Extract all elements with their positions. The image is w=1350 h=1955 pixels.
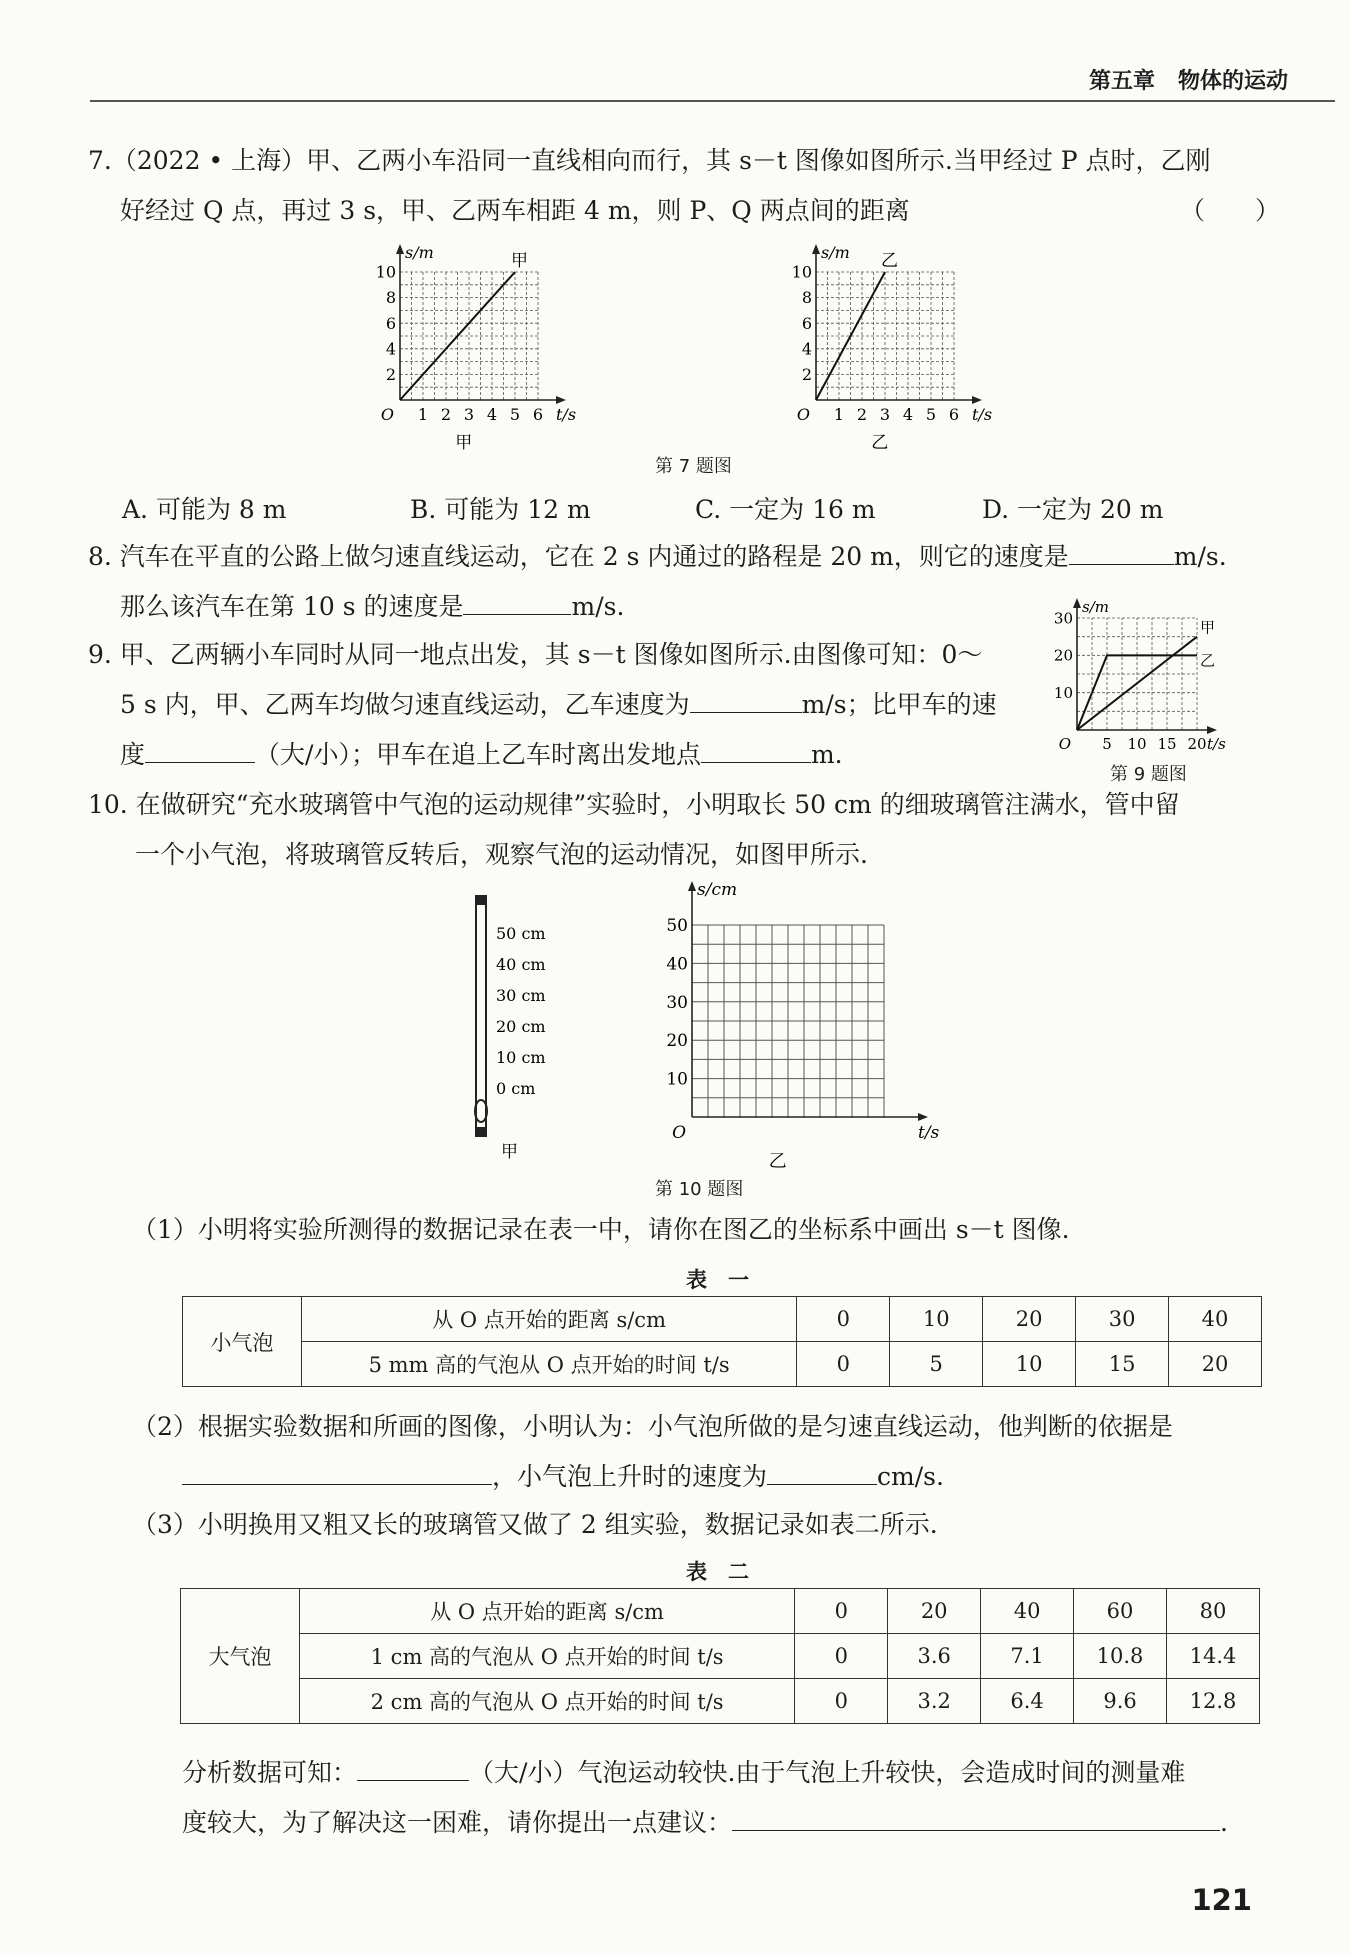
tube-scale-mark: 10 cm — [496, 1048, 546, 1067]
table1-row1-label: 从 O 点开始的距离 s/cm — [301, 1297, 796, 1342]
table2-row-time-2cm — [181, 1679, 1260, 1724]
q10-part3: （3）小明换用又粗又长的玻璃管又做了 2 组实验，数据记录如表二所示. — [132, 1510, 938, 1539]
chart-caption-label: 甲 — [455, 433, 473, 453]
y-tick-label: 20 — [666, 1031, 688, 1052]
q9-text-a: 5 s 内，甲、乙两车均做匀速直线运动，乙车速度为 — [120, 690, 690, 719]
table2-cell: 7.1 — [981, 1634, 1074, 1679]
q8-text-b: 那么该汽车在第 10 s 的速度是 — [120, 592, 464, 621]
q9-distance-blank[interactable] — [701, 735, 811, 764]
y-tick-label: 6 — [385, 313, 396, 333]
x-axis-label: t/s — [556, 405, 577, 424]
y-axis-label: s/cm — [697, 880, 738, 900]
table2-cell: 0 — [795, 1589, 888, 1634]
q9-line2 — [120, 680, 997, 730]
table2-cell: 12.8 — [1167, 1679, 1260, 1724]
x-tick-label: 1 — [417, 405, 429, 424]
q8-line2 — [120, 582, 624, 632]
x-tick-label: 5 — [925, 405, 937, 424]
table1-cell: 0 — [797, 1342, 890, 1387]
x-axis-arrow — [918, 1113, 928, 1121]
table2-cell: 0 — [795, 1679, 888, 1724]
origin-label: O — [796, 405, 810, 424]
x-tick-label: 20 — [1187, 735, 1207, 753]
x-axis-arrow — [556, 396, 566, 404]
q8-text-a: 8. 汽车在平直的公路上做匀速直线运动，它在 2 s 内通过的路程是 20 m，则它的速度是 — [88, 542, 1069, 571]
table1-cell: 10 — [890, 1297, 983, 1342]
q10-grid-chart — [640, 880, 940, 1175]
q10-figure-caption: 第 10 题图 — [655, 1179, 744, 1200]
origin-label: O — [1058, 735, 1071, 753]
table1-cell: 10 — [983, 1342, 1076, 1387]
x-tick-label: 4 — [902, 405, 914, 424]
y-axis-arrow — [812, 244, 820, 254]
series-label: 甲 — [1200, 618, 1216, 637]
y-tick-label: 10 — [375, 262, 396, 282]
table1-cell: 30 — [1076, 1297, 1169, 1342]
chart-top-label: 乙 — [881, 251, 898, 271]
table2-row3-label: 2 cm 高的气泡从 O 点开始的时间 t/s — [299, 1679, 794, 1724]
chart-grid — [816, 272, 954, 400]
table2-cell: 9.6 — [1074, 1679, 1167, 1724]
q8-unit-b: m/s. — [571, 592, 625, 621]
q10-suggestion-end: . — [1220, 1808, 1228, 1837]
table1-cell: 40 — [1169, 1297, 1262, 1342]
x-axis-arrow — [972, 396, 982, 404]
chart-grid — [1077, 618, 1197, 730]
chart-caption-label: 乙 — [768, 1151, 787, 1172]
q10-basis-blank[interactable] — [182, 1457, 492, 1486]
q7-option-a: A. 可能为 8 m — [122, 495, 287, 524]
table2-cell: 40 — [981, 1589, 1074, 1634]
q10-analysis-text2: （大/小）气泡运动较快.由于气泡上升较快，会造成时间的测量难 — [469, 1758, 1186, 1787]
table2-cell: 3.6 — [888, 1634, 981, 1679]
x-tick-label: 6 — [532, 405, 544, 424]
table1-cell: 5 — [890, 1342, 983, 1387]
tube-top-cap — [475, 895, 487, 905]
q7-figure-caption: 第 7 题图 — [655, 456, 732, 477]
y-tick-label: 2 — [801, 365, 812, 384]
q7-option-c: C. 一定为 16 m — [695, 495, 876, 524]
x-tick-label: 1 — [833, 405, 845, 424]
q7-option-d: D. 一定为 20 m — [982, 495, 1164, 524]
y-tick-label: 30 — [1053, 609, 1073, 628]
x-tick-label: 2 — [856, 405, 868, 424]
table1-row-time — [183, 1342, 1262, 1387]
x-axis-label: t/s — [918, 1123, 940, 1143]
chart-top-label: 甲 — [511, 251, 528, 271]
table1-row2-label: 5 mm 高的气泡从 O 点开始的时间 t/s — [301, 1342, 796, 1387]
table1-cell: 0 — [797, 1297, 890, 1342]
q7-answer-paren: （ ） — [1180, 196, 1281, 225]
q10-velocity-blank[interactable] — [767, 1457, 877, 1486]
y-axis-arrow — [396, 244, 404, 254]
origin-label: O — [672, 1123, 686, 1143]
x-tick-label: 3 — [463, 405, 475, 424]
tube-scale-mark: 20 cm — [496, 1017, 546, 1036]
q7-line1: 7.（2022 • 上海）甲、乙两小车沿同一直线相向而行，其 s－t 图像如图所示.当甲经过 P 点时，乙刚 — [88, 146, 1211, 175]
q10-part4-line2 — [182, 1798, 1228, 1848]
q10-part2-unit: cm/s. — [877, 1462, 944, 1491]
table2-row-distance — [181, 1589, 1260, 1634]
chapter-number: 第五章 — [1088, 69, 1155, 94]
q8-unit-a: m/s. — [1173, 542, 1227, 571]
tube-scale-mark: 50 cm — [496, 924, 546, 943]
table1-cell: 20 — [1169, 1342, 1262, 1387]
table1-row-distance — [183, 1297, 1262, 1342]
x-tick-label: 2 — [440, 405, 452, 424]
y-tick-label: 8 — [801, 288, 812, 308]
y-tick-label: 20 — [1053, 646, 1073, 665]
y-tick-label: 10 — [791, 262, 812, 282]
origin-label: O — [380, 405, 394, 424]
q9-line3 — [120, 730, 843, 780]
y-tick-label: 4 — [801, 339, 812, 359]
x-tick-label: 5 — [509, 405, 521, 424]
chapter-header — [1089, 64, 1288, 95]
q10-suggestion-blank[interactable] — [732, 1803, 1220, 1832]
chart-grid — [692, 925, 884, 1117]
table2-row2-label: 1 cm 高的气泡从 O 点开始的时间 t/s — [299, 1634, 794, 1679]
table2-cell: 6.4 — [981, 1679, 1074, 1724]
tube-scale-mark: 0 cm — [496, 1079, 536, 1098]
y-axis-arrow — [1073, 598, 1081, 608]
y-tick-label: 8 — [385, 288, 396, 308]
q8-speed10-blank[interactable] — [463, 587, 571, 616]
table2-cell: 10.8 — [1074, 1634, 1167, 1679]
y-tick-label: 10 — [666, 1069, 688, 1090]
y-tick-label: 6 — [801, 313, 812, 333]
table2-cell: 0 — [795, 1634, 888, 1679]
table2-cell: 3.2 — [888, 1679, 981, 1724]
q10-part1: （1）小明将实验所测得的数据记录在表一中，请你在图乙的坐标系中画出 s－t 图像. — [132, 1215, 1070, 1244]
q9-text-e: m. — [810, 740, 843, 769]
table2-cell: 20 — [888, 1589, 981, 1634]
table2-row-head: 大气泡 — [181, 1589, 300, 1724]
q8-speed-blank[interactable] — [1069, 537, 1174, 566]
table2-cell: 60 — [1074, 1589, 1167, 1634]
y-axis-label: s/m — [405, 243, 434, 262]
q10-faster-blank[interactable] — [357, 1753, 469, 1782]
table1-cell: 20 — [983, 1297, 1076, 1342]
table1-cell: 15 — [1076, 1342, 1169, 1387]
table2-row-time-1cm — [181, 1634, 1260, 1679]
x-axis-label: t/s — [972, 405, 993, 424]
page-number: 121 — [1191, 1883, 1252, 1917]
y-tick-label: 50 — [666, 915, 688, 936]
q10-part2-line1: （2）根据实验数据和所画的图像，小明认为：小气泡所做的是匀速直线运动，他判断的依据是 — [132, 1412, 1173, 1441]
y-tick-label: 10 — [1053, 683, 1073, 702]
q10-part4-line1 — [182, 1748, 1185, 1798]
x-tick-label: 4 — [486, 405, 498, 424]
y-tick-label: 2 — [385, 365, 396, 384]
y-tick-label: 40 — [666, 954, 688, 975]
q8-line1 — [88, 532, 1227, 582]
q9-line1: 9. 甲、乙两辆小车同时从同一地点出发，其 s－t 图像如图所示.由图像可知：0～ — [88, 640, 983, 669]
x-axis-label: t/s — [1207, 735, 1226, 753]
q7-line2: 好经过 Q 点，再过 3 s，甲、乙两车相距 4 m，则 P、Q 两点间的距离 — [120, 196, 910, 225]
q10-part2-text: ，小气泡上升时的速度为 — [492, 1462, 768, 1491]
table2-cell: 80 — [1167, 1589, 1260, 1634]
table-1 — [182, 1296, 1262, 1387]
header-divider — [90, 100, 1335, 102]
q9-compare-blank[interactable] — [145, 735, 255, 764]
q10-line2: 一个小气泡，将玻璃管反转后，观察气泡的运动情况，如图甲所示. — [135, 840, 868, 869]
x-tick-label: 15 — [1157, 735, 1177, 753]
y-axis-label: s/m — [1082, 598, 1109, 616]
tube-bottom-cap — [475, 1127, 487, 1137]
x-tick-label: 5 — [1102, 735, 1112, 753]
q10-part2-line2 — [182, 1452, 944, 1502]
q9-chart — [1045, 590, 1285, 760]
chart-caption-label: 乙 — [871, 433, 889, 453]
q9-figure-caption: 第 9 题图 — [1110, 764, 1187, 785]
q10-line1: 10. 在做研究“充水玻璃管中气泡的运动规律”实验时，小明取长 50 cm 的细玻璃管注满水，管中留 — [88, 790, 1180, 819]
table2-cell: 14.4 — [1167, 1634, 1260, 1679]
y-tick-label: 4 — [385, 339, 396, 359]
q7-chart-yi — [778, 240, 1038, 453]
x-tick-label: 3 — [879, 405, 891, 424]
q7-chart-jia — [362, 240, 622, 453]
q10-suggestion-text: 度较大，为了解决这一困难，请你提出一点建议： — [182, 1808, 733, 1837]
q7-option-b: B. 可能为 12 m — [410, 495, 591, 524]
q9-text-c: 度 — [120, 740, 146, 769]
tube-scale-mark: 30 cm — [496, 986, 546, 1005]
table-2 — [180, 1588, 1260, 1724]
table2-row1-label: 从 O 点开始的距离 s/cm — [299, 1589, 794, 1634]
tube-label: 甲 — [501, 1142, 518, 1162]
q9-text-d: （大/小）；甲车在追上乙车时离出发地点 — [255, 740, 701, 769]
x-axis-arrow — [1207, 726, 1217, 734]
table2-title: 表 二 — [686, 1560, 749, 1584]
glass-tube-figure — [460, 895, 600, 1162]
tube-scale-mark: 40 cm — [496, 955, 546, 974]
y-axis-label: s/m — [821, 243, 850, 262]
chart-grid — [400, 272, 538, 400]
y-tick-label: 30 — [666, 992, 688, 1013]
series-label: 乙 — [1200, 651, 1216, 670]
q9-text-b: m/s；比甲车的速 — [801, 690, 997, 719]
x-tick-label: 10 — [1127, 735, 1147, 753]
chapter-title: 物体的运动 — [1177, 69, 1288, 94]
q10-analysis-text: 分析数据可知： — [182, 1758, 358, 1787]
q9-speed-blank[interactable] — [690, 685, 802, 714]
table1-row-head: 小气泡 — [183, 1297, 302, 1387]
table1-title: 表 一 — [686, 1268, 749, 1292]
x-tick-label: 6 — [948, 405, 960, 424]
y-axis-arrow — [688, 881, 696, 891]
